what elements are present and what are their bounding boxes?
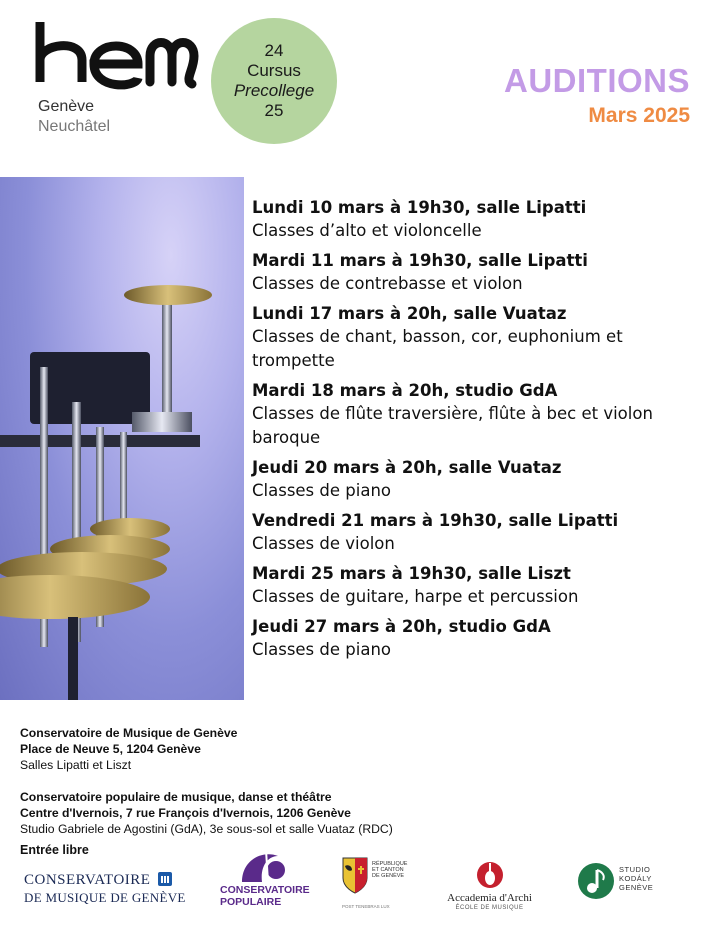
audition-classes: Classes d’alto et violoncelle (252, 221, 482, 240)
audition-item (252, 509, 702, 556)
audition-date: Jeudi 20 mars à 20h, salle Vuataz (252, 458, 562, 477)
audition-item (252, 249, 702, 296)
venue2-address: Centre d'Ivernois, 7 rue François d'Ivernois, 1206 Genève (20, 806, 351, 820)
audition-date: Lundi 17 mars à 20h, salle Vuataz (252, 304, 567, 323)
audition-classes: Classes de piano (252, 481, 391, 500)
audition-item (252, 615, 702, 662)
audition-item (252, 456, 702, 503)
venue1-address: Place de Neuve 5, 1204 Genève (20, 742, 201, 756)
venue1-rooms: Salles Lipatti et Liszt (20, 758, 132, 772)
cmg-line2: DE MUSIQUE DE GENÈVE (24, 890, 186, 905)
audition-date: Jeudi 27 mars à 20h, studio GdA (252, 617, 551, 636)
conservatoire-populaire-logo (220, 846, 310, 914)
hem-logo-graphic (34, 18, 199, 98)
accademia-sub: ÉCOLE DE MUSIQUE (455, 905, 524, 911)
conservatoire-geneve-logo (24, 870, 186, 910)
kodaly-text: STUDIO KODÁLY GENÈVE (619, 865, 654, 892)
ge-motto: POST TENEBRAS LUX (342, 904, 390, 909)
canton-geneve-logo (342, 856, 408, 912)
audition-date: Vendredi 21 mars à 19h30, salle Lipatti (252, 511, 619, 530)
auditions-list (252, 196, 702, 668)
cursus-precollege: Precollege (233, 81, 315, 100)
audition-item (252, 562, 702, 609)
audition-date: Mardi 11 mars à 19h30, salle Lipatti (252, 251, 588, 270)
cursus-badge (211, 18, 337, 144)
cmg-building-icon (158, 872, 172, 886)
studio-kodaly-logo (577, 862, 667, 902)
venue2-rooms: Studio Gabriele de Agostini (GdA), 3e sous-sol et salle Vuataz (RDC) (20, 822, 393, 836)
cp-text: CONSERVATOIRE POPULAIRE (220, 884, 310, 908)
audition-date: Mardi 25 mars à 19h30, salle Liszt (252, 564, 571, 583)
cursus-label: Cursus (247, 61, 301, 80)
audition-classes: Classes de contrebasse et violon (252, 274, 523, 293)
accademia-name: Accademia d'Archi (447, 892, 532, 904)
audition-item (252, 302, 702, 373)
cmg-line1: CONSERVATOIRE (24, 872, 151, 888)
kodaly-note-icon (577, 862, 615, 900)
geneva-shield-icon (342, 856, 368, 894)
auditions-title: AUDITIONS (504, 62, 690, 99)
audition-date: Mardi 18 mars à 20h, studio GdA (252, 381, 558, 400)
cymbal-photo (0, 177, 244, 700)
violin-icon (476, 860, 504, 890)
audition-classes: Classes de chant, basson, cor, euphonium et trompette (252, 327, 623, 370)
cursus-year-start: 24 (264, 41, 284, 60)
audition-item (252, 196, 702, 243)
cp-emblem-icon (238, 846, 288, 884)
free-entry: Entrée libre (20, 843, 89, 857)
venue2-name: Conservatoire populaire de musique, danse et théâtre (20, 790, 332, 804)
audition-date: Lundi 10 mars à 19h30, salle Lipatti (252, 198, 587, 217)
cymbal-instrument-graphic (0, 177, 244, 700)
venue1-name: Conservatoire de Musique de Genève (20, 726, 238, 740)
auditions-month: Mars 2025 (588, 104, 690, 127)
audition-classes: Classes de flûte traversière, flûte à bec et violon baroque (252, 404, 653, 447)
venues-info (20, 725, 520, 837)
audition-classes: Classes de violon (252, 534, 395, 553)
city-geneve: Genève (38, 98, 95, 115)
cursus-year-end: 25 (264, 101, 284, 120)
ge-text: RÉPUBLIQUE ET CANTON DE GENÈVE (372, 861, 408, 879)
city-neuchatel: Neuchâtel (38, 118, 111, 135)
audition-item (252, 379, 702, 450)
hem-logo (34, 18, 199, 98)
audition-classes: Classes de guitare, harpe et percussion (252, 587, 579, 606)
audition-classes: Classes de piano (252, 640, 391, 659)
accademia-archi-logo (442, 860, 537, 912)
